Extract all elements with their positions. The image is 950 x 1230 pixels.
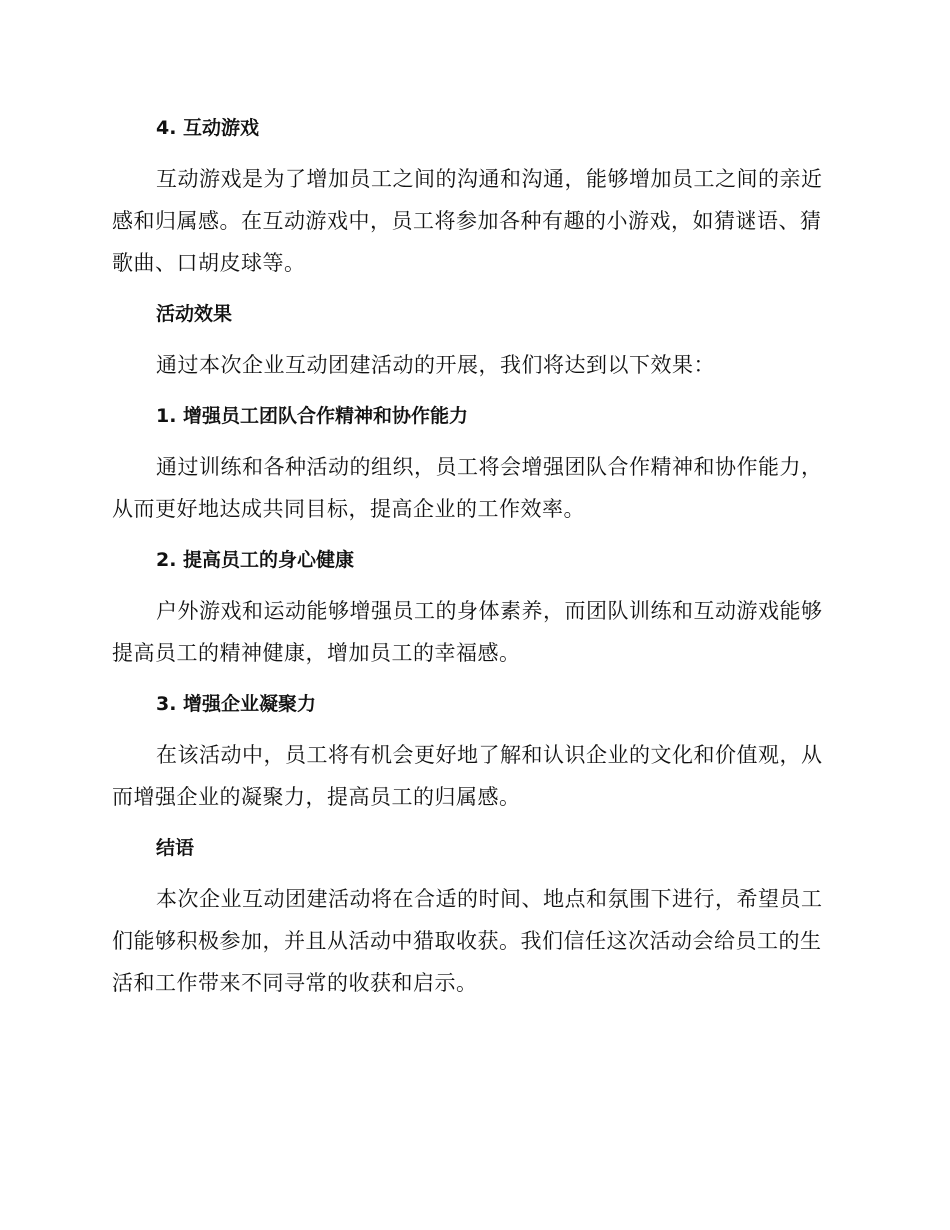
document-page bbox=[112, 108, 832, 1014]
section-heading-health: 2. 提高员工的身心健康 bbox=[156, 549, 355, 571]
paragraph-conclusion: 本次企业互动团建活动将在合适的时间、地点和氛围下进行，希望员工们能够积极参加，并且从活动中猎取收获。我们信任这次活动会给员工的生活和工作带来不同寻常的收获和启示。 bbox=[112, 887, 823, 995]
paragraph-interactive-games: 互动游戏是为了增加员工之间的沟通和沟通，能够增加员工之间的亲近感和归属感。在互动游戏中，员工将参加各种有趣的小游戏，如猜谜语、猜歌曲、口胡皮球等。 bbox=[112, 167, 823, 275]
paragraph-health: 户外游戏和运动能够增强员工的身体素养，而团队训练和互动游戏能够提高员工的精神健康，增加员工的幸福感。 bbox=[112, 599, 823, 665]
paragraph-activity-effects: 通过本次企业互动团建活动的开展，我们将达到以下效果： bbox=[156, 353, 715, 377]
section-heading-cohesion: 3. 增强企业凝聚力 bbox=[156, 693, 317, 715]
section-heading-teamwork: 1. 增强员工团队合作精神和协作能力 bbox=[156, 405, 469, 427]
paragraph-cohesion: 在该活动中，员工将有机会更好地了解和认识企业的文化和价值观，从而增强企业的凝聚力，提高员工的归属感。 bbox=[112, 743, 823, 809]
paragraph-teamwork: 通过训练和各种活动的组织，员工将会增强团队合作精神和协作能力，从而更好地达成共同目标，提高企业的工作效率。 bbox=[112, 455, 823, 521]
section-heading-interactive-games: 4. 互动游戏 bbox=[156, 117, 260, 139]
section-heading-conclusion: 结语 bbox=[156, 837, 195, 859]
section-heading-activity-effects: 活动效果 bbox=[156, 303, 233, 325]
